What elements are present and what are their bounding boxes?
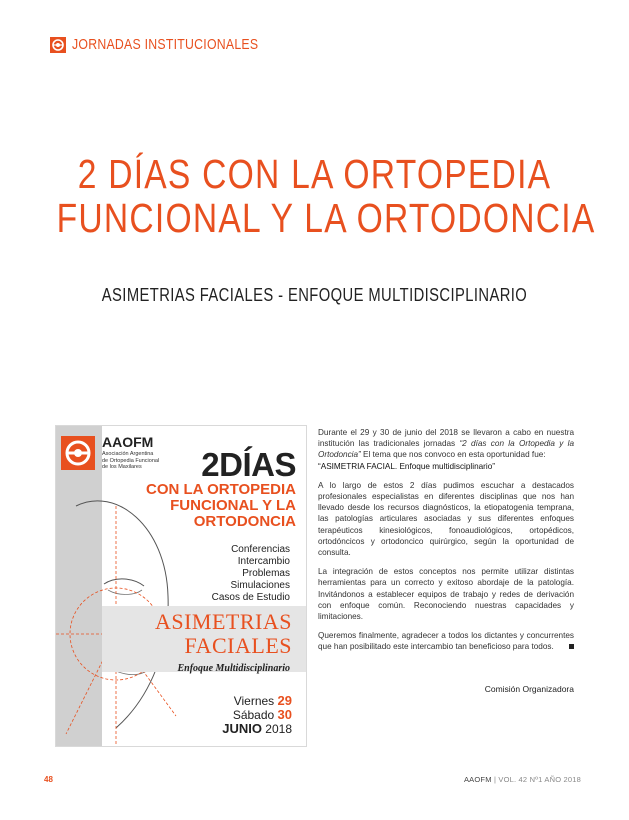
- poster-topic: CON LA ORTOPEDIA FUNCIONAL Y LA ORTODONCIA: [145, 481, 296, 530]
- aaofm-logo-icon: [50, 37, 66, 53]
- journal-footer: AAOFM | VOL. 42 Nº1 AÑO 2018: [463, 775, 581, 784]
- poster-days: 2DÍAS: [201, 446, 296, 483]
- page-title: [56, 151, 596, 241]
- poster-org: AAOFM: [102, 434, 154, 450]
- activity-item: Conferencias: [231, 544, 290, 555]
- paragraph: Queremos finalmente, agradecer a todos los dictantes y concurrentes que han posibilitado este intercambio tan beneficioso para todos.: [318, 631, 574, 652]
- title-line-1: 2 DÍAS CON LA ORTOPEDIA: [77, 151, 552, 197]
- section-label: JORNADAS INSTITUCIONALES: [72, 36, 259, 53]
- section-header: [50, 36, 299, 53]
- end-mark-icon: [569, 644, 574, 649]
- poster-dates: Viernes 29 Sábado 30 JUNIO 2018: [222, 693, 292, 736]
- paragraph: Durante el 29 y 30 de junio del 2018 se llevaron a cabo en nuestra institución las tradicionales jornadas “2 días con la Ortopedia y la Ortodoncia” El tema que nos convoco en esta oportunidad fue: “ASIMETRIA FACIAL. Enfoque multidisciplinario”: [318, 428, 574, 471]
- event-poster: [55, 425, 307, 747]
- title-line-2: FUNCIONAL Y LA ORTODONCIA: [56, 195, 596, 241]
- activity-item: Intercambio: [237, 556, 290, 567]
- poster-asymmetry-title: ASIMETRIAS FACIALES: [154, 609, 292, 658]
- poster-org-full: Asociación Argentina de Ortopedia Funcional de los Maxilares: [102, 451, 160, 470]
- paragraph: A lo largo de estos 2 días pudimos escuchar a destacados profesionales especialistas en diferentes disciplinas que nos han llevado desde los recursos diagnósticos, la etiopatogenia temprana, las patologías articulares asociadas y sus diferentes enfoques terapéuticos kinesiológicos, fonoaudiológicos, ortopédicos, ortodóncicos y ortodoncico quirúrgico, según la oportunidad de consulta.: [318, 480, 574, 558]
- paragraph: La integración de estos conceptos nos permite utilizar distintas herramientas para un correcto y exitoso abordaje de la patología. Invitándonos a establecer equipos de trabajo y redes de derivación con enfoque común. Reconociendo nuestras capacidades y limitaciones.: [318, 567, 574, 622]
- activity-item: Simulaciones: [230, 580, 290, 591]
- page-subtitle: ASIMETRIAS FACIALES - ENFOQUE MULTIDISCIPLINARIO: [101, 285, 528, 305]
- activity-item: Problemas: [242, 568, 290, 579]
- poster-activities: [212, 544, 290, 604]
- page-number: 48: [44, 775, 53, 784]
- article-body: [318, 427, 574, 661]
- poster-enfoque: Enfoque Multidisciplinario: [177, 663, 290, 674]
- aaofm-poster-logo-icon: [61, 436, 95, 470]
- signature: Comisión Organizadora: [484, 684, 574, 694]
- activity-item: Casos de Estudio: [211, 592, 290, 603]
